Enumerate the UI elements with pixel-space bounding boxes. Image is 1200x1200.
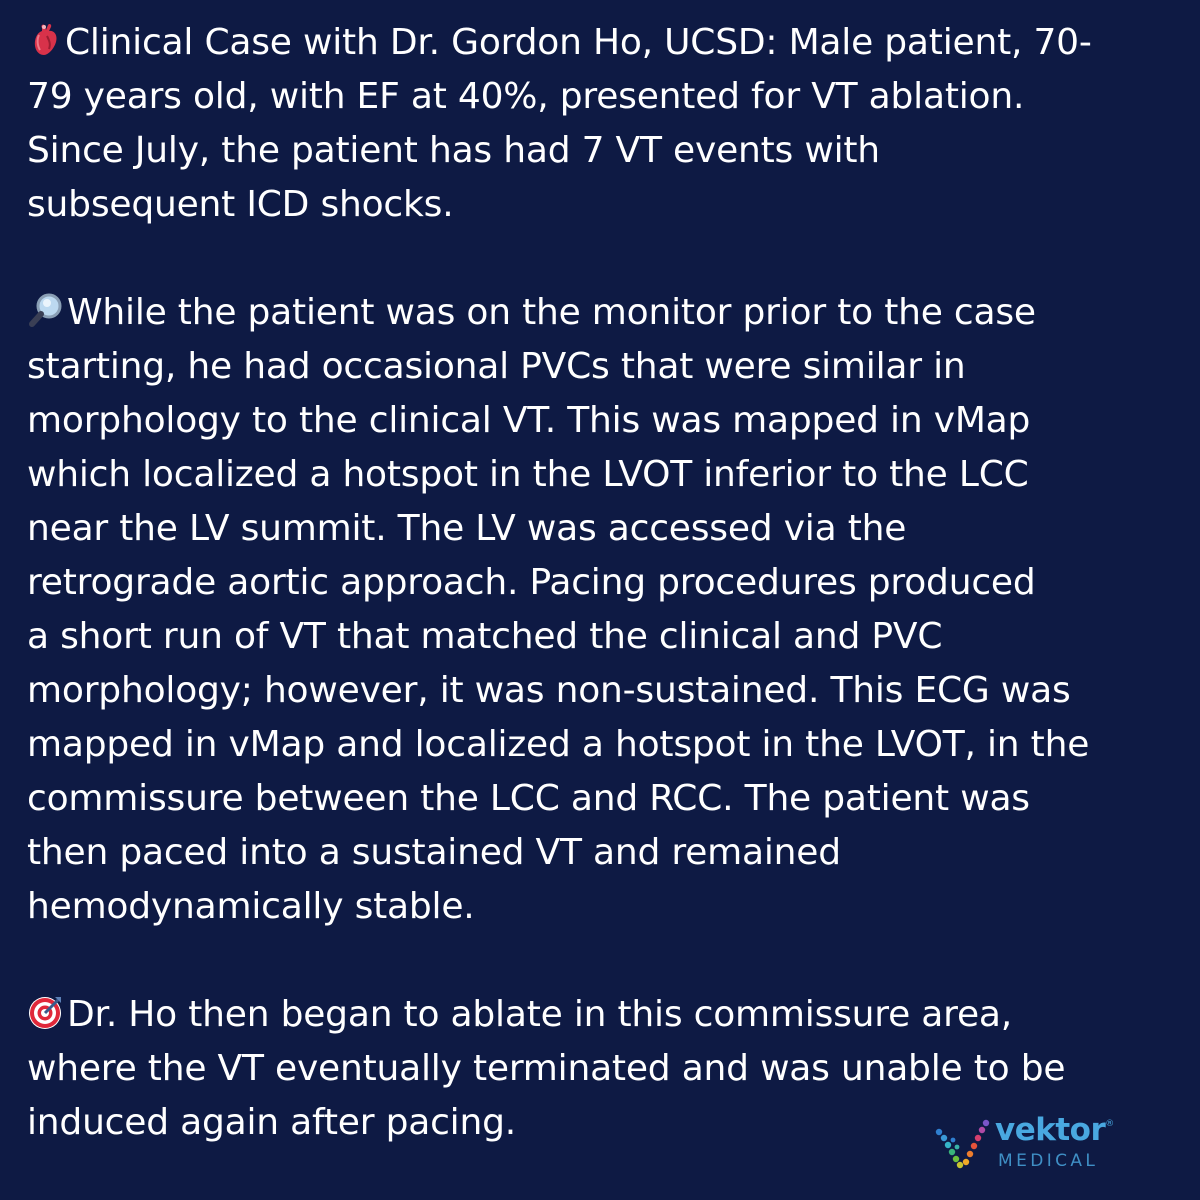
text-line: near the LV summit. The LV was accessed via the bbox=[27, 508, 907, 549]
line-text: Dr. Ho then began to ablate in this commissure area, bbox=[67, 994, 1013, 1035]
text-line: 79 years old, with EF at 40%, presented for VT ablation. bbox=[27, 76, 1025, 117]
line-text: While the patient was on the monitor prior to the case bbox=[67, 292, 1036, 333]
logo-subtitle: MEDICAL bbox=[998, 1151, 1099, 1171]
logo-wordmark: vektor® bbox=[995, 1112, 1114, 1148]
vektor-logo-mark-icon bbox=[935, 1118, 997, 1174]
paragraph-spacer bbox=[27, 934, 1177, 988]
text-line: subsequent ICD shocks. bbox=[27, 184, 454, 225]
text-line: which localized a hotspot in the LVOT inferior to the LCC bbox=[27, 454, 1029, 495]
text-line bbox=[27, 16, 1177, 70]
paragraph-patient-intro bbox=[27, 16, 1177, 232]
paragraph-procedure bbox=[27, 286, 1177, 934]
text-line: starting, he had occasional PVCs that were similar in bbox=[27, 346, 966, 387]
text-line: Since July, the patient has had 7 VT events with bbox=[27, 130, 880, 171]
text-line: induced again after pacing. bbox=[27, 1102, 516, 1143]
line-text: Clinical Case with Dr. Gordon Ho, UCSD: Male patient, 70- bbox=[65, 22, 1092, 63]
text-line: where the VT eventually terminated and was unable to be bbox=[27, 1048, 1066, 1089]
anatomical-heart-icon bbox=[27, 21, 65, 59]
text-line bbox=[27, 988, 1177, 1042]
target-icon bbox=[27, 993, 65, 1031]
paragraph-spacer bbox=[27, 232, 1177, 286]
text-line: retrograde aortic approach. Pacing procedures produced bbox=[27, 562, 1036, 603]
text-line bbox=[27, 286, 1177, 340]
text-line: morphology to the clinical VT. This was mapped in vMap bbox=[27, 400, 1031, 441]
text-line: mapped in vMap and localized a hotspot in the LVOT, in the bbox=[27, 724, 1090, 765]
text-line: then paced into a sustained VT and remained bbox=[27, 832, 841, 873]
case-description bbox=[27, 16, 1177, 1150]
text-line: commissure between the LCC and RCC. The patient was bbox=[27, 778, 1030, 819]
text-line: a short run of VT that matched the clinical and PVC bbox=[27, 616, 943, 657]
vektor-medical-logo bbox=[935, 1112, 1115, 1174]
text-line: hemodynamically stable. bbox=[27, 886, 475, 927]
magnifying-glass-icon bbox=[27, 291, 65, 329]
text-line: morphology; however, it was non-sustained. This ECG was bbox=[27, 670, 1071, 711]
